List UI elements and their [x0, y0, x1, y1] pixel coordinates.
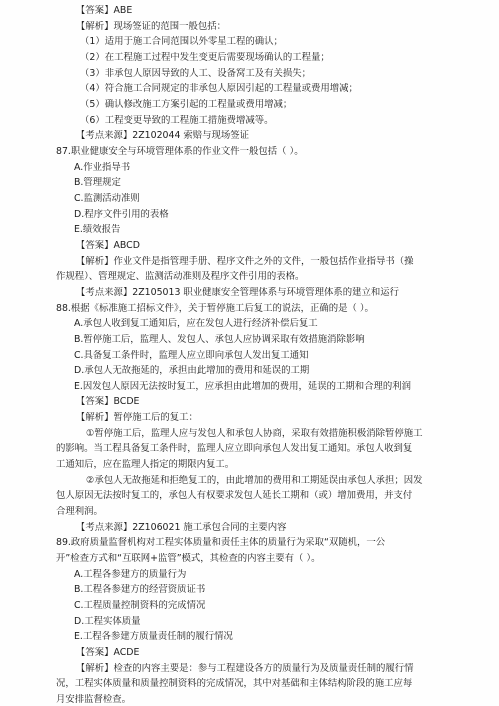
- analysis-item: （4）符合施工合同规定的非承包人原因引起的工程量或费用增减；: [80, 83, 358, 94]
- option-c: C.工程质量控制资料的完成情况: [74, 600, 206, 611]
- analysis-text: 工通知后，应在监理人指定的期限内复工。: [56, 459, 235, 470]
- option-e: E.因发包人原因无法按时复工，应承担由此增加的费用，延误的工期和合理的利润: [74, 381, 412, 392]
- source-line: 【考点来源】2Z102044 索赔与现场签证: [76, 130, 250, 141]
- option-c: C.具备复工条件时，监理人应立即向承包人发出复工通知: [74, 350, 309, 361]
- option-b: B.工程各参建方的经营资质证书: [74, 584, 206, 595]
- analysis-text: 【解析】检查的内容主要是：参与工程建设各方的质量行为及质量责任制的履行情: [76, 663, 414, 674]
- answer-line: 【答案】ACDE: [76, 647, 140, 658]
- option-a: A.作业指导书: [74, 162, 131, 173]
- analysis-text: 作规程）、管理规定、监测活动准则及程序文件引用的表格。: [56, 271, 305, 282]
- analysis-text: 的影响。当工程具备复工条件时，监理人应立即向承包人发出复工通知。承包人收到复: [56, 443, 413, 454]
- option-d: D.承包人无故拖延的，承担由此增加的费用和延误的工期: [74, 365, 310, 376]
- analysis-item: （1）适用于施工合同范围以外零星工程的确认；: [80, 36, 283, 47]
- question-89: 89.政府质量监督机构对工程实体质量和责任主体的质量行为采取“双随机，一公: [56, 537, 386, 548]
- option-a: A.承包人收到复工通知后，应在发包人进行经济补偿后复工: [74, 318, 318, 329]
- source-line: 【考点来源】2Z105013 职业健康安全管理体系与环境管理体系的建立和运行: [76, 287, 400, 298]
- option-e: E.工程各参建方质量责任制的履行情况: [74, 631, 233, 642]
- analysis-text: 合理利润。: [56, 506, 103, 517]
- analysis-heading: 【解析】现场签证的范围一般包括：: [76, 21, 227, 32]
- option-d: D.工程实体质量: [74, 616, 141, 627]
- analysis-item: （3）非承包人原因导致的人工、设备窝工及有关损失；: [80, 68, 311, 79]
- question-89-cont: 开”检查方式和“互联网+监管”模式，其检查的内容主要有（ ）。: [56, 553, 321, 564]
- option-c: C.监测活动准则: [74, 193, 140, 204]
- option-e: E.绩效报告: [74, 224, 121, 235]
- analysis-item: （5）确认修改施工方案引起的工程量或费用增减；: [80, 99, 293, 110]
- answer-line: 【答案】ABCD: [76, 240, 140, 251]
- option-a: A.工程各参建方的质量行为: [74, 569, 187, 580]
- option-d: D.程序文件引用的表格: [74, 209, 169, 220]
- question-88: 88.根据《标准施工招标文件》，关于暂停施工后复工的说法，正确的是（ ）。: [56, 303, 374, 314]
- analysis-text: 包人原因无法按时复工的，承包人有权要求发包人延长工期和（或）增加费用，并支付: [56, 490, 413, 501]
- source-line: 【考点来源】2Z106021 施工承包合同的主要内容: [76, 522, 287, 533]
- option-b: B.管理规定: [74, 177, 121, 188]
- question-87: 87.职业健康安全与环境管理体系的作业文件一般包括（ ）。: [56, 146, 304, 157]
- answer-line: 【答案】BCDE: [76, 396, 140, 407]
- option-b: B.暂停施工后，监理人、发包人、承包人应协调采取有效措施消除影响: [74, 334, 365, 345]
- analysis-text: 况，工程实体质量和质量控制资料的完成情况，其中对基础和主体结构阶段的施工应每: [56, 678, 413, 689]
- analysis-text: ②承包人无故拖延和拒绝复工的，由此增加的费用和工期延误由承包人承担；因发: [86, 475, 423, 486]
- analysis-text: ①暂停施工后，监理人应与发包人和承包人协商，采取有效措施积极消除暂停施工: [86, 428, 423, 439]
- answer-line: 【答案】ABE: [76, 5, 133, 16]
- analysis-heading: 【解析】暂停施工后的复工：: [76, 412, 198, 423]
- analysis-item: （6）工程变更导致的工程施工措施费增减等。: [80, 115, 274, 126]
- analysis-text: 【解析】作业文件是指管理手册、程序文件之外的文件，一般包括作业指导书（操: [76, 256, 414, 267]
- analysis-text: 月安排监督检查。: [56, 694, 132, 705]
- analysis-item: （2）在工程施工过程中发生变更后需要现场确认的工程量；: [80, 52, 330, 63]
